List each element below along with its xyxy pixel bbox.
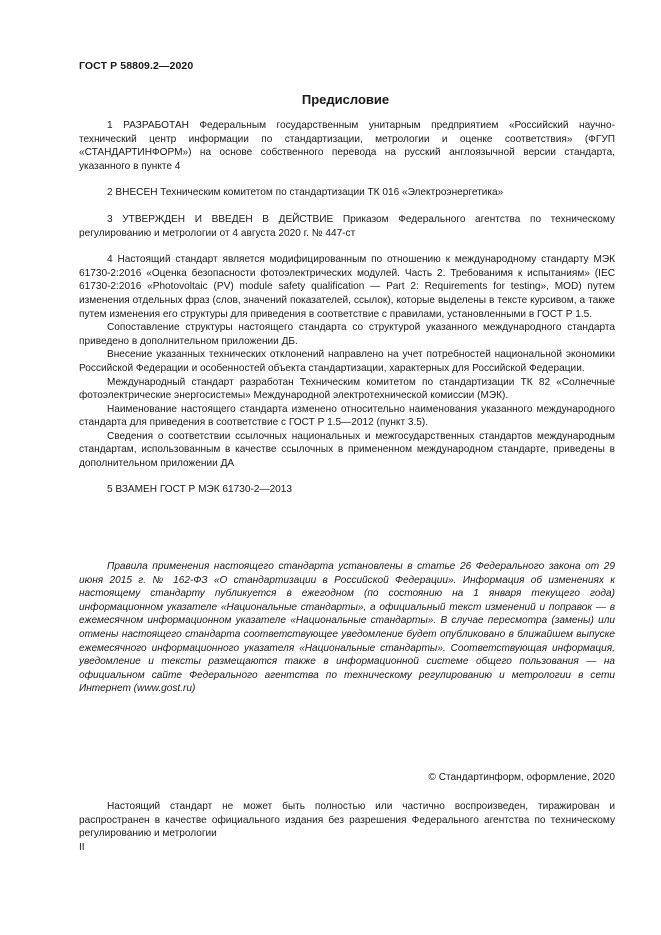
paragraph-modified: 4 Настоящий стандарт является модифицированным по отношению к международному стандарту МЭК 61730-2:2016 «Оценка безопасности фотоэлектрических модулей. Часть 2. Требованимя к испытаниям» (IEC 61730-2:2016 «Photovoltaic (PV) module safety qualification — Part 2: Requirements for testing», MOD) путем изменения отдельных фраз (слов, значений показателей, ссылок), которые выделены в тексте курсивом, а также путем изменения его структуры для приведения в соответствие с правилами, установленными в ГОСТ Р 1.5. bbox=[79, 254, 615, 320]
usage-notice bbox=[79, 560, 615, 696]
paragraph-approved: 3 УТВЕРЖДЕН И ВВЕДЕН В ДЕЙСТВИЕ Приказом Федерального агентства по техническому регулированию и метрологии от 4 августа 2020 г. № 447-ст bbox=[79, 213, 615, 239]
standard-code: ГОСТ Р 58809.2—2020 bbox=[79, 60, 194, 72]
paragraph-introduced: 2 ВНЕСЕН Техническим комитетом по стандартизации ТК 016 «Электроэнергетика» bbox=[107, 187, 504, 199]
copyright-line: © Стандартинформ, оформление, 2020 bbox=[428, 772, 615, 783]
preface-title: Предисловие bbox=[301, 92, 390, 107]
reproduction-notice bbox=[79, 800, 615, 841]
paragraph-developed: 1 РАЗРАБОТАН Федеральным государственным унитарным предприятием «Российский научно-технический центр информации по стандартизации, метрологии и оценке соответствия» (ФГУП «СТАНДАРТИНФОРМ») на основе собственного перевода на русский англоязычной версии стандарта, указанного в пункте 4 bbox=[79, 120, 615, 172]
paragraph-committee: Международный стандарт разработан Техническим комитетом по стандартизации ТК 82 «Солнечные фотоэлектрические энергосистемы» Международной электротехнической комиссии (МЭК). bbox=[79, 376, 615, 402]
paragraph-references: Сведения о соответствии ссылочных национальных и межгосударственных стандартов международным стандартам, использованным в качестве ссылочных в примененном международном стандарте, приведены в дополнительном приложении ДА bbox=[79, 430, 615, 470]
reproduction-notice-text: Настоящий стандарт не может быть полностью или частично воспроизведен, тиражирован и распространен в качестве официального издания без разрешения Федерального агентства по техническому регулированию и метрологии bbox=[79, 801, 615, 840]
page-number: II bbox=[79, 842, 85, 853]
paragraph-deviations: Внесение указанных технических отклонений направлено на учет потребностей национальной экономики Российской Федерации и особенностей объекта стандартизации, характерных для Российской Федерации. bbox=[79, 349, 615, 374]
usage-notice-text: Правила применения настоящего стандарта установлены в статье 26 Федерального закона от 29 июня 2015 г. № 162-ФЗ «О стандартизации в Российской Федерации». Информация об изменениях к настоящему стандарту публикуется в ежегодном (по состоянию на 1 января текущего года) информационном указателе «Национальные стандарты», а официальный текст изменений и поправок — в ежемесячном информационном указателе «Национальные стандарты». В случае пересмотра (замены) или отмены настоящего стандарта соответствующее уведомление будет опубликовано в ближайшем выпуске ежемесячного информационного указателя «Национальные стандарты». Соответствующая информация, уведомление и тексты размещаются также в информационной системе общего пользования — на официальном сайте Федерального агентства по техническому регулированию и метрологии в сети Интернет (www.gost.ru) bbox=[79, 561, 615, 695]
paragraph-name-change: Наименование настоящего стандарта изменено относительно наименования указанного международного стандарта для приведения в соответствие с ГОСТ Р 1.5—2012 (пункт 3.5). bbox=[79, 403, 615, 429]
preface-body bbox=[79, 119, 615, 496]
paragraph-structure-comparison: Сопоставление структуры настоящего стандарта со структурой указанного международного стандарта приведено в дополнительном приложении ДБ. bbox=[79, 322, 615, 347]
paragraph-replaces: 5 ВЗАМЕН ГОСТ Р МЭК 61730-2—2013 bbox=[107, 483, 293, 495]
